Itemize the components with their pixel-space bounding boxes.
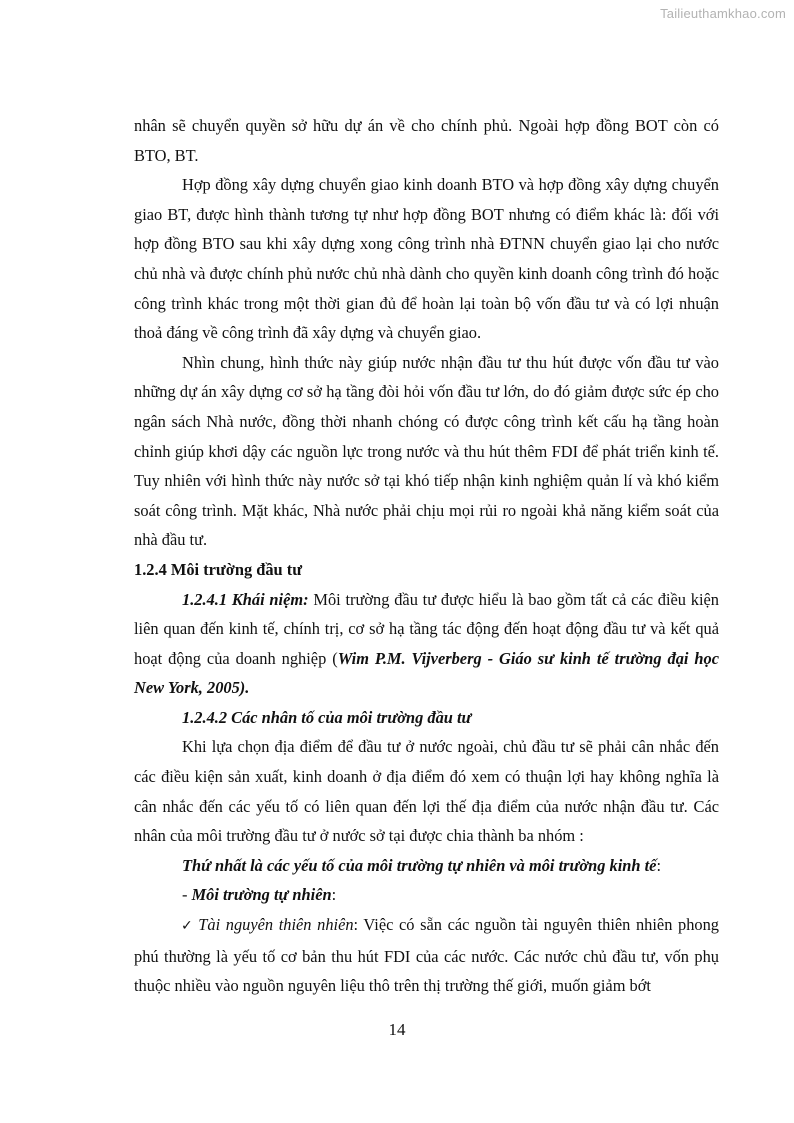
paragraph-bto-bt: Hợp đồng xây dựng chuyển giao kinh doanh BTO và hợp đồng xây dựng chuyển giao BT, được hình thành tương tự như hợp đồng BOT nhưng có điểm khác là: đối với hợp đồng BTO sau khi xây dựng xong công trình nhà ĐTNN chuyển giao lại cho nước chủ nhà và được chính phủ nước chủ nhà dành cho quyền kinh doanh công trình đó hoặc công trình khác trong một thời gian đủ để hoàn lại toàn bộ vốn đầu tư và có lợi nhuận thoả đáng về công trình đã xây dựng và chuyển giao. — [134, 175, 719, 343]
subsection-title-1-2-4-1: 1.2.4.1 Khái niệm: — [182, 589, 309, 609]
natural-resources-label: Tài nguyên thiên nhiên — [198, 915, 354, 935]
paragraph-natural-env — [134, 880, 719, 910]
document-body — [134, 111, 719, 1001]
natural-env-label: Môi trường tự nhiên — [191, 885, 332, 905]
natural-resources-text: : Việc có sẵn các nguồn tài nguyên thiên nhiên phong phú thường là yếu tố cơ bản thu hút FDI của các nước. Các nước chủ đầu tư, vốn phụ thuộc nhiều vào nguồn nguyên liệu thô trên thị trường thế giới, muốn giảm bớt — [134, 915, 719, 996]
paragraph-definition — [134, 585, 719, 703]
subsection-title-1-2-4-2: 1.2.4.2 Các nhân tố của môi trường đầu tư — [182, 707, 472, 727]
section-heading-1-2-4: 1.2.4 Môi trường đầu tư — [134, 559, 303, 579]
paragraph-bot: nhân sẽ chuyển quyền sở hữu dự án về cho chính phủ. Ngoài hợp đồng BOT còn có BTO, BT. — [134, 116, 719, 165]
first-group-colon: : — [656, 855, 661, 875]
paragraph-natural-resources — [134, 910, 719, 1001]
paragraph-factors: Khi lựa chọn địa điểm để đầu tư ở nước ngoài, chủ đầu tư sẽ phải cân nhắc đến các điều kiện sản xuất, kinh doanh ở địa điểm đó xem có thuận lợi hay không nghĩa là cân nhắc đến các yếu tố có liên quan đến lợi thế địa điểm của nước nhận đầu tư. Các nhân của môi trường đầu tư ở nước sở tại được chia thành ba nhóm : — [134, 737, 719, 846]
definition-text: Môi trường đầu tư được hiểu là bao gồm tất cả các điều kiện liên quan đến kinh tế, chính trị, cơ sở hạ tầng tác động đến hoạt động đầu tư và kết quả hoạt động của doanh nghiệp ( — [134, 589, 719, 668]
definition-citation: Wim P.M. Vijverberg - Giáo sư kinh tế trường đại học New York, 2005). — [134, 648, 719, 698]
watermark: Tailieuthamkhao.com — [660, 6, 786, 21]
checkmark-icon: ✓ — [181, 918, 195, 935]
natural-env-dash: - — [182, 885, 192, 905]
first-group-label: Thứ nhất là các yếu tố của môi trường tự nhiên và môi trường kinh tế — [182, 855, 657, 875]
natural-env-colon: : — [331, 885, 337, 905]
page-number: 14 — [388, 1020, 406, 1039]
paragraph-first-group — [134, 851, 719, 881]
paragraph-summary: Nhìn chung, hình thức này giúp nước nhận đầu tư thu hút được vốn đầu tư vào những dự án xây dựng cơ sở hạ tầng đòi hỏi vốn đầu tư lớn, do đó giảm được sức ép cho ngân sách Nhà nước, đồng thời nhanh chóng có được công trình kết cấu hạ tầng hoàn chỉnh giúp khơi dậy các nguồn lực trong nước và thu hút thêm FDI để phát triển kinh tế. Tuy nhiên với hình thức này nước sở tại khó tiếp nhận kinh nghiệm quản lí và khó kiểm soát công trình. Mặt khác, Nhà nước phải chịu mọi rủi ro ngoài khả năng kiểm soát của nhà đầu tư. — [134, 352, 719, 550]
